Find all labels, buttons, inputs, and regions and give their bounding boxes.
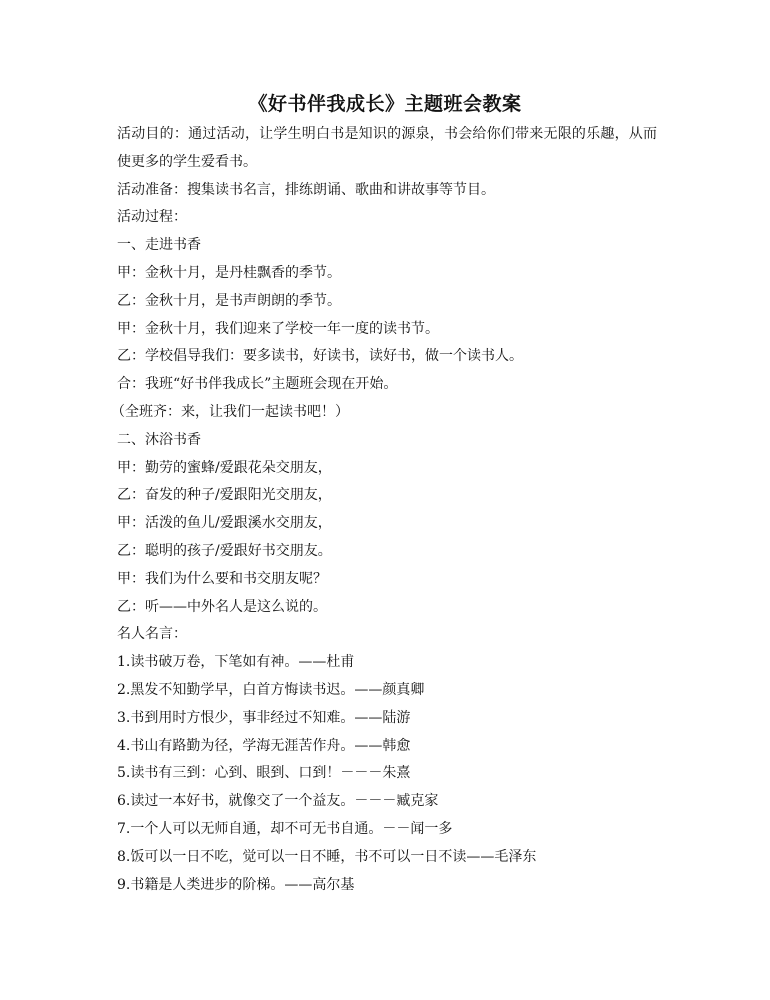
document-title: 《好书伴我成长》主题班会教案 <box>248 93 522 115</box>
quotes-heading: 名人名言： <box>117 626 187 643</box>
dialogue-line: 合：我班“好书伴我成长”主题班会现在开始。 <box>117 376 398 393</box>
section-heading-2: 二、沐浴书香 <box>117 431 201 448</box>
quote-item: 6.读过一本好书，就像交了一个益友。－－－臧克家 <box>117 793 439 810</box>
quote-item: 8.饭可以一日不吃，觉可以一日不睡，书不可以一日不读——毛泽东 <box>117 848 537 865</box>
dialogue-line: 甲：活泼的鱼儿/爱跟溪水交朋友， <box>117 515 332 532</box>
quote-item: 1.读书破万卷，下笔如有神。——杜甫 <box>117 654 355 671</box>
dialogue-line: 乙：学校倡导我们：要多读书，好读书，读好书，做一个读书人。 <box>117 348 523 365</box>
paragraph-activity-preparation: 活动准备：搜集读书名言，排练朗诵、歌曲和讲故事等节目。 <box>117 181 495 198</box>
quote-item: 7.一个人可以无师自通，却不可无书自通。－－闻一多 <box>117 820 453 837</box>
quote-item: 3.书到用时方恨少，事非经过不知难。——陆游 <box>117 709 411 726</box>
paragraph-activity-goal: 活动目的：通过活动，让学生明白书是知识的源泉，书会给你们带来无限的乐趣，从而使更多的学生爱看书。 <box>117 126 657 170</box>
dialogue-line: 乙：金秋十月，是书声朗朗的季节。 <box>117 292 341 309</box>
document-body <box>111 121 657 899</box>
dialogue-line: 乙：奋发的种子/爱跟阳光交朋友， <box>117 487 332 504</box>
section-heading-1: 一、走进书香 <box>117 237 201 254</box>
quote-item: 4.书山有路勤为径，学海无涯苦作舟。——韩愈 <box>117 737 411 754</box>
dialogue-line: 甲：我们为什么要和书交朋友呢？ <box>117 570 327 587</box>
quote-item: 9.书籍是人类进步的阶梯。——高尔基 <box>117 876 355 893</box>
dialogue-line: 乙：听——中外名人是这么说的。 <box>117 598 327 615</box>
dialogue-line: 乙：聪明的孩子/爱跟好书交朋友。 <box>117 542 332 559</box>
quote-item: 5.读书有三到：心到、眼到、口到！－－－朱熹 <box>117 765 411 782</box>
dialogue-line: 甲：金秋十月，我们迎来了学校一年一度的读书节。 <box>117 320 439 337</box>
dialogue-line: 甲：金秋十月，是丹桂飘香的季节。 <box>117 264 341 281</box>
quote-item: 2.黑发不知勤学早，白首方悔读书迟。——颜真卿 <box>117 681 425 698</box>
paragraph-activity-process: 活动过程： <box>117 209 187 226</box>
dialogue-line: 甲：勤劳的蜜蜂/爱跟花朵交朋友， <box>117 459 332 476</box>
dialogue-line-parenthetical: （全班齐：来，让我们一起读书吧！） <box>111 403 349 420</box>
